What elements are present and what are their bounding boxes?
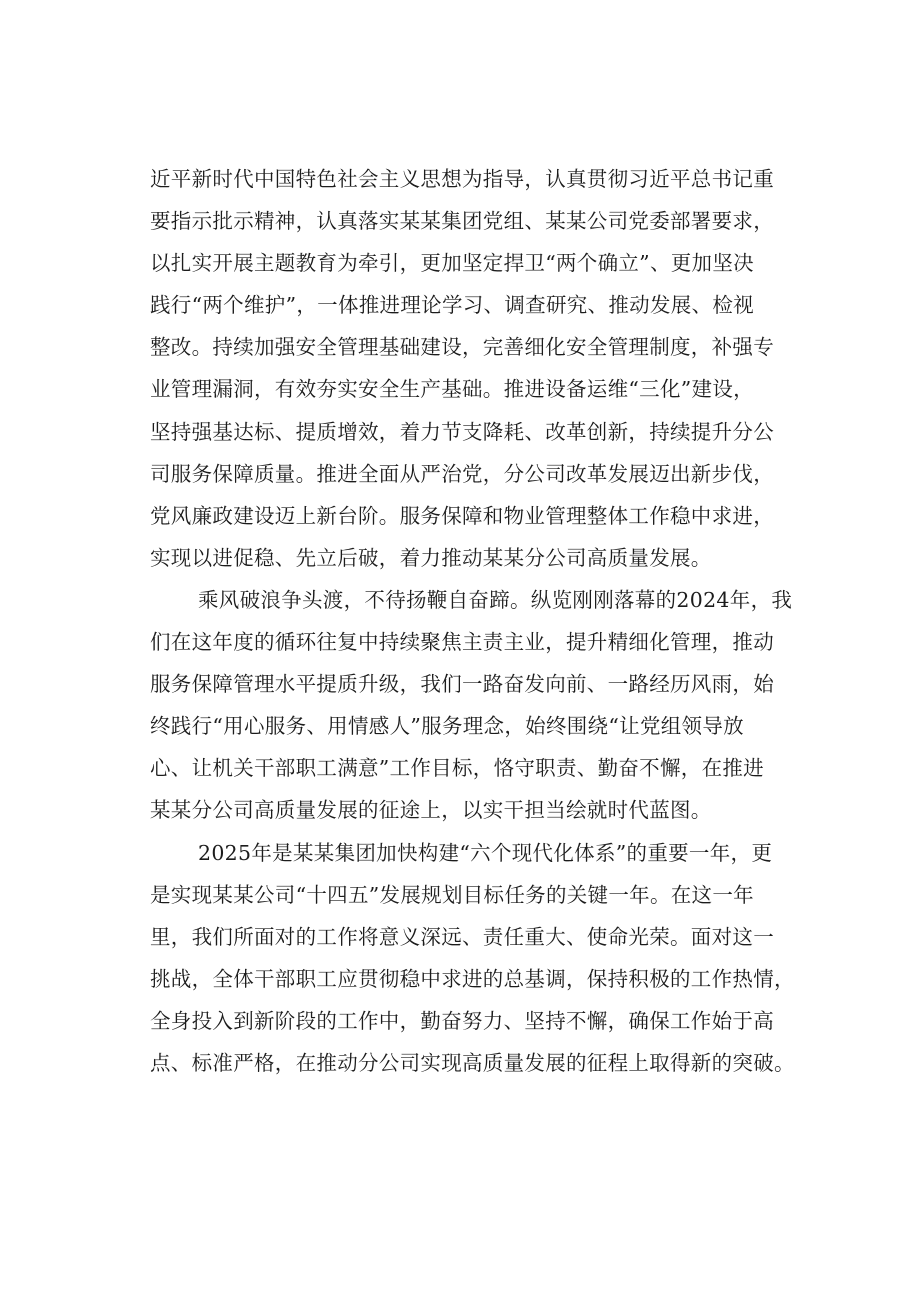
text-line: 要指示批示精神，认真落实某某集团党组、某某公司党委部署要求， <box>150 209 774 234</box>
text-line: 点、标准严格，在推动分公司实现高质量发展的征程上取得新的突破。 <box>150 1050 795 1075</box>
text-line: 里，我们所面对的工作将意义深远、责任重大、使命光荣。面对这一 <box>150 924 774 949</box>
text-line: 党风廉政建设迈上新台阶。服务保障和物业管理整体工作稳中求进， <box>150 503 774 528</box>
text-line: 近平新时代中国特色社会主义思想为指导，认真贯彻习近平总书记重 <box>150 167 774 191</box>
text-line: 整改。持续加强安全管理基础建设，完善细化安全管理制度，补强专 <box>150 335 774 360</box>
text-line: 心、让机关干部职工满意”工作目标，恪守职责、勤奋不懈，在推进 <box>150 756 764 781</box>
text-line: 全身投入到新阶段的工作中，勤奋努力、坚持不懈，确保工作始于高 <box>150 1008 774 1033</box>
text-line: 以扎实开展主题教育为牵引，更加坚定捍卫“两个确立”、更加坚决 <box>150 251 754 276</box>
text-line: 司服务保障质量。推进全面从严治党，分公司改革发展迈出新步伐， <box>150 461 774 486</box>
paragraph-2 <box>150 579 810 832</box>
text-line: 实现以进促稳、先立后破，着力推动某某分公司高质量发展。 <box>150 545 712 570</box>
text-line: 们在这年度的循环往复中持续聚焦主责主业，提升精细化管理，推动 <box>150 630 774 655</box>
text-line: 坚持强基达标、提质增效，着力节支降耗、改革创新，持续提升分公 <box>150 419 774 444</box>
paragraph-1 <box>150 158 810 579</box>
text-line: 是实现某某公司“十四五”发展规划目标任务的关键一年。在这一年 <box>150 882 754 907</box>
paragraph-3 <box>150 832 810 1085</box>
document-body <box>150 158 810 1084</box>
text-line: 践行“两个维护”，一体推进理论学习、调查研究、推动发展、检视 <box>150 293 754 318</box>
text-line: 终践行“用心服务、用情感人”服务理念，始终围绕“让党组领导放 <box>150 714 744 739</box>
text-line: 服务保障管理水平提质升级，我们一路奋发向前、一路经历风雨，始 <box>150 672 774 697</box>
text-line: 乘风破浪争头渡，不待扬鞭自奋蹄。纵览刚刚落幕的2024年，我 <box>198 587 793 612</box>
text-line: 2025年是某某集团加快构建“六个现代化体系”的重要一年，更 <box>198 840 773 865</box>
text-line: 挑战，全体干部职工应贯彻稳中求进的总基调，保持积极的工作热情， <box>150 966 795 991</box>
text-line: 业管理漏洞，有效夯实安全生产基础。推进设备运维“三化”建设， <box>150 377 754 402</box>
text-line: 某某分公司高质量发展的征途上，以实干担当绘就时代蓝图。 <box>150 798 712 823</box>
